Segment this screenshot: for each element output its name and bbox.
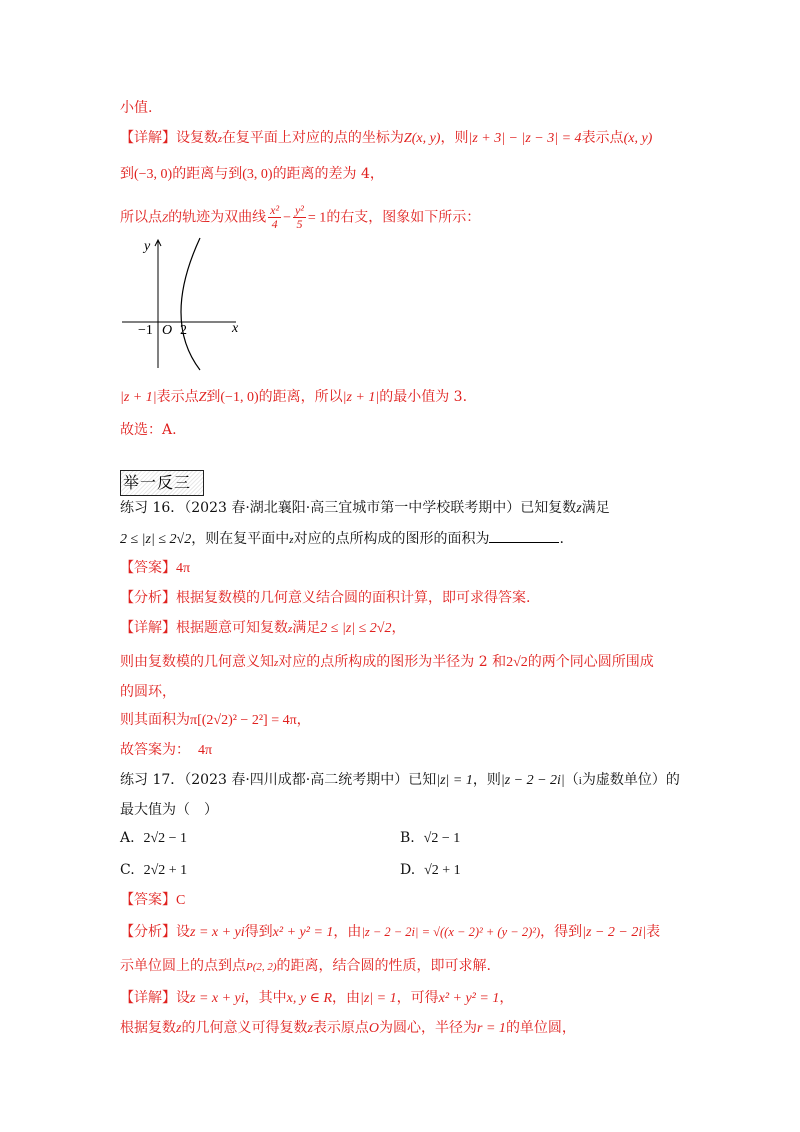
math: Z: [198, 390, 207, 405]
text: 为虚数单位）的: [581, 772, 680, 788]
math: 4π: [198, 743, 213, 758]
detail-line: [120, 618, 405, 639]
text: ，则: [440, 130, 469, 146]
question-17: [120, 800, 218, 820]
text: （: [564, 772, 579, 788]
text: 的距离的差为 4，: [272, 166, 384, 182]
answer-line: [120, 890, 185, 911]
option-a[interactable]: [120, 828, 187, 849]
y-axis-label: y: [144, 239, 151, 254]
math: r = 1: [477, 1021, 506, 1036]
math: z = x + yi: [190, 925, 245, 940]
text: ，由: [333, 924, 362, 940]
section-title: 举一反三: [120, 470, 204, 496]
fraction: $\frac{\text{y²}}{5}$: [294, 203, 304, 231]
option-label: B.: [400, 830, 415, 846]
text: 根据复数: [120, 1020, 176, 1036]
text: 小值.: [120, 100, 153, 116]
math: 4π: [176, 561, 191, 576]
option-d[interactable]: [400, 860, 461, 881]
math: 2 ≤ |z| ≤ 2√2: [120, 532, 192, 547]
text: 的最小值为 3.: [379, 389, 468, 405]
text: 得到: [244, 924, 273, 940]
text: 对应的点所构成的图形为半径为 2 和: [278, 654, 507, 670]
analysis-line: [120, 588, 530, 608]
hyperbola-branch: [181, 238, 200, 370]
option-value: √2 − 1: [423, 831, 461, 846]
math: |z + 3| − |z − 3| = 4: [468, 131, 582, 146]
math: Z: [403, 131, 412, 146]
text: 练习 16．（2023 春·湖北襄阳·高三宜城市第一中学校联考期中）已知复数: [120, 500, 577, 516]
text: C: [176, 893, 186, 908]
option-value: 2√2 − 1: [143, 831, 188, 846]
detail-line: [120, 988, 513, 1009]
text: ，: [391, 620, 406, 636]
detail-line: [120, 1018, 576, 1039]
math: 2√2: [506, 655, 528, 670]
analysis-tag: 【分析】: [120, 924, 176, 940]
text: 的几何意义可得复数: [181, 1020, 308, 1036]
text: 设: [176, 990, 190, 1006]
text: ，则在复平面中: [191, 531, 290, 547]
answer-tag: 【答案】: [120, 892, 176, 908]
text: 的单位圆，: [505, 1020, 576, 1036]
math: |z + 1|: [120, 390, 157, 405]
text: 根据题意可知复数: [176, 620, 288, 636]
text: 的圆环，: [120, 684, 176, 700]
option-label: C.: [120, 862, 135, 878]
option-b[interactable]: [400, 828, 460, 849]
text: ，得到: [540, 924, 583, 940]
detail-tag: 【详解】: [120, 620, 176, 636]
text: 表示点: [581, 130, 624, 146]
analysis-line: [120, 922, 660, 943]
math: x² + y² = 1: [438, 991, 500, 1006]
math: z: [576, 501, 582, 516]
text: 在复平面上对应的点的坐标为: [221, 130, 404, 146]
detail-line: [120, 652, 654, 673]
text: 的距离，所以: [258, 389, 343, 405]
text: 的两个同心圆所围成: [527, 654, 654, 670]
x-axis-label: x: [232, 321, 239, 336]
text: ，由: [332, 990, 361, 1006]
option-value: 2√2 + 1: [143, 863, 188, 878]
text-line: [120, 387, 467, 408]
text: 设: [176, 924, 190, 940]
text: 根据复数模的几何意义结合圆的面积计算，即可求得答案.: [176, 590, 531, 606]
math: π[(2√2)² − 2²] = 4π: [190, 713, 297, 728]
text: 则其面积为: [120, 712, 190, 728]
answer-line: [120, 558, 190, 579]
text: 表示点: [156, 389, 199, 405]
text: 故答案为：: [120, 742, 190, 758]
math: i: [578, 775, 582, 787]
text: 的距离与到: [172, 166, 243, 182]
text-line: [120, 164, 384, 185]
answer-blank: [489, 528, 559, 543]
analysis-line: [120, 956, 491, 977]
text: 设复数: [176, 130, 218, 146]
math: x, y ∈ R: [286, 991, 333, 1006]
fraction: $\frac{\text{x²}}{4}$: [270, 203, 280, 231]
text: 故选：A.: [120, 422, 177, 438]
math: |z − 2 − 2i|: [582, 925, 647, 940]
math: O: [368, 1021, 380, 1036]
text-line: [120, 204, 480, 231]
text: 满足: [581, 500, 610, 516]
math: z: [218, 134, 222, 145]
math: = 1: [307, 210, 327, 226]
origin-label: O: [162, 323, 173, 338]
text: 到: [120, 166, 134, 182]
text: 满足: [292, 620, 321, 636]
math: |z + 1|: [342, 390, 380, 405]
math: z: [307, 1021, 313, 1036]
math: |z − 2 − 2i| = √((x − 2)² + (y − 2)²): [361, 925, 541, 939]
math: −: [283, 210, 291, 226]
math: z: [288, 623, 293, 635]
analysis-tag: 【分析】: [120, 590, 176, 606]
text-line: [120, 128, 652, 150]
math: P(2, 2): [246, 961, 277, 973]
text: .: [559, 531, 564, 547]
math: z: [289, 534, 294, 546]
detail-line: [120, 710, 311, 731]
text: 的轨迹为双曲线: [168, 209, 267, 226]
question-16: [120, 498, 610, 519]
text: ，: [296, 712, 311, 728]
text: 表示原点: [312, 1020, 369, 1036]
text: 的距离，结合圆的性质，即可求解.: [276, 958, 491, 974]
option-label: D.: [400, 862, 416, 878]
text: 所以点: [120, 209, 162, 226]
math: |z| = 1: [360, 991, 397, 1006]
text: 示单位圆上的点到点: [120, 958, 246, 974]
option-c[interactable]: [120, 860, 187, 881]
answer-tag: 【答案】: [120, 560, 176, 576]
text: ，则: [472, 772, 501, 788]
math: (x, y): [411, 131, 441, 146]
text: ，: [499, 990, 514, 1006]
text: 表: [646, 924, 661, 940]
tick-label-neg1: −1: [138, 323, 153, 338]
detail-tag: 【详解】: [120, 990, 176, 1006]
option-label: A.: [120, 830, 135, 846]
text: 到: [206, 389, 221, 405]
text: 最大值为（ ）: [120, 802, 218, 818]
math: Z: [162, 212, 169, 225]
math: (−3, 0): [134, 167, 173, 182]
math: (−1, 0): [220, 390, 259, 405]
detail-tag: 【详解】: [120, 130, 176, 146]
math: z: [274, 657, 279, 669]
text: 对应的点所构成的图形的面积为: [293, 531, 490, 547]
question-16: [120, 528, 564, 550]
text: ，可得: [396, 990, 439, 1006]
math: z: [176, 1021, 182, 1036]
text-line: [120, 98, 152, 118]
math: (x, y): [623, 131, 653, 146]
text: 为圆心，半径为: [379, 1020, 478, 1036]
text-line: [120, 420, 177, 440]
tick-label-2: 2: [180, 323, 187, 338]
math: 2 ≤ |z| ≤ 2√2: [320, 621, 392, 636]
text: 的右支，图象如下所示：: [326, 209, 481, 226]
question-17: [120, 770, 680, 791]
detail-line: [120, 682, 176, 702]
math: |z − 2 − 2i|: [500, 773, 565, 788]
math: (3, 0): [242, 167, 273, 182]
detail-line: [120, 740, 212, 761]
math: x² + y² = 1: [272, 925, 334, 940]
text: 练习 17．（2023 春·四川成都·高二统考期中）已知: [120, 772, 437, 788]
option-value: √2 + 1: [424, 863, 461, 878]
hyperbola-figure: [118, 236, 248, 374]
text: ，其中: [244, 990, 287, 1006]
math: z = x + yi: [190, 991, 245, 1006]
math: |z| = 1: [436, 773, 473, 788]
text: 则由复数模的几何意义知: [120, 654, 274, 670]
